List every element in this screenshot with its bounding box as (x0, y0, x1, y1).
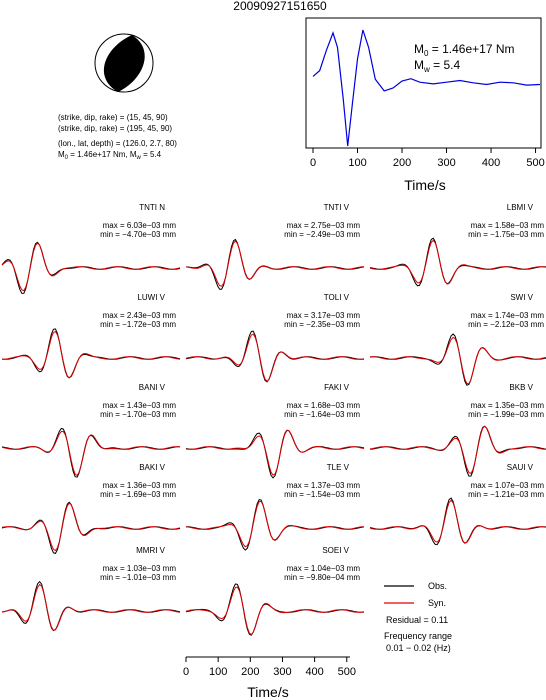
source-parameters (58, 113, 177, 161)
station-max: max = 1.04e−03 mm (286, 564, 360, 573)
stf-tick-label: 200 (392, 157, 412, 169)
bottom-tick-label: 200 (241, 666, 260, 678)
station-max: max = 2.75e−03 mm (286, 221, 360, 230)
residual-label: Residual = 0.11 (386, 615, 449, 625)
bottom-tick-label: 100 (208, 666, 228, 678)
station-max: max = 1.37e−03 mm (286, 481, 360, 490)
synthetic-trace (186, 587, 364, 635)
observed-trace (186, 500, 364, 550)
station-panel (2, 293, 180, 378)
station-min: min = −1.01e−03 mm (100, 573, 176, 582)
station-name: SAUI V (506, 463, 533, 472)
station-min: min = −1.75e−03 mm (468, 230, 544, 239)
station-panel (2, 463, 180, 554)
observed-trace (370, 238, 546, 286)
bottom-xlabel: Time/s (247, 684, 289, 700)
stf-tick-label: 300 (437, 157, 456, 169)
stf-tick-label: 0 (309, 157, 317, 169)
observed-trace (2, 242, 180, 293)
station-max: max = 6.03e−03 mm (102, 221, 176, 230)
station-name: FAKI V (324, 383, 349, 392)
station-panel (370, 463, 546, 545)
synthetic-trace (370, 500, 546, 543)
bottom-tick-label: 300 (273, 666, 292, 678)
station-min: min = −1.21e−03 mm (468, 490, 544, 499)
station-max: max = 1.03e−03 mm (102, 564, 176, 573)
station-max: max = 1.74e−03 mm (470, 311, 544, 320)
station-panel (2, 203, 180, 293)
station-name: SWI V (510, 293, 533, 302)
stf-xlabel: Time/s (404, 177, 446, 193)
observed-trace (2, 329, 180, 378)
legend-obs-label: Obs. (428, 581, 448, 591)
station-min: min = −1.64e−03 mm (284, 410, 360, 419)
legend (384, 581, 452, 653)
station-min: min = −9.80e−04 mm (284, 573, 360, 582)
station-panel (2, 546, 180, 631)
station-name: TNTI N (139, 203, 165, 212)
bottom-tick-label: 0 (182, 666, 190, 678)
station-max: max = 1.35e−03 mm (470, 401, 544, 410)
station-max: max = 1.43e−03 mm (102, 401, 176, 410)
station-name: SOEI V (322, 546, 349, 555)
station-max: max = 3.17e−03 mm (286, 311, 360, 320)
station-name: BANI V (138, 383, 165, 392)
frequency-range-title: Frequency range (384, 631, 453, 641)
station-name: TOLI V (323, 293, 349, 302)
station-min: min = −4.70e−03 mm (100, 230, 176, 239)
nodal-plane-2: (strike, dip, rake) = (195, 45, 90) (58, 124, 173, 133)
bottom-axis-ticks (183, 657, 356, 678)
stf-tick-label: 500 (526, 157, 545, 169)
station-min: min = −1.70e−03 mm (100, 410, 176, 419)
station-panel (186, 293, 364, 382)
synthetic-trace (370, 240, 546, 284)
station-name: BKB V (509, 383, 533, 392)
observed-trace (370, 334, 546, 385)
observed-trace (2, 582, 180, 631)
station-min: min = −1.54e−03 mm (284, 490, 360, 499)
synthetic-trace (2, 585, 180, 631)
station-min: min = −2.49e−03 mm (284, 230, 360, 239)
station-min: min = −1.72e−03 mm (100, 320, 176, 329)
station-name: MMRI V (136, 546, 165, 555)
synthetic-trace (186, 501, 364, 546)
station-min: min = −1.99e−03 mm (468, 410, 544, 419)
station-panel (370, 293, 546, 385)
station-max: max = 2.43e−03 mm (102, 311, 176, 320)
stf-mw-label: $M_w = 5.4$ (414, 58, 461, 74)
station-grid (2, 203, 546, 635)
station-max: max = 1.68e−03 mm (286, 401, 360, 410)
station-min: min = −2.12e−03 mm (468, 320, 544, 329)
synthetic-trace (2, 243, 180, 291)
figure-title: 20090927151650 (233, 0, 327, 13)
synthetic-trace (370, 337, 546, 383)
station-name: TLE V (326, 463, 349, 472)
station-max: max = 1.36e−03 mm (102, 481, 176, 490)
station-name: LUWI V (137, 293, 165, 302)
synthetic-trace (2, 332, 180, 378)
station-panel (370, 203, 546, 286)
observed-trace (186, 240, 364, 290)
station-panel (186, 546, 364, 635)
moment-summary: $M_0 = 1.46e+17$ Nm, $M_w = 5.4$ (58, 150, 162, 161)
frequency-range-value: 0.01 − 0.02 (Hz) (386, 643, 451, 653)
legend-syn-label: Syn. (428, 598, 447, 608)
station-min: min = −2.35e−03 mm (284, 320, 360, 329)
station-max: max = 1.07e−03 mm (470, 481, 544, 490)
station-name: BAKI V (139, 463, 165, 472)
station-min: min = −1.69e−03 mm (100, 490, 176, 499)
synthetic-trace (2, 503, 180, 550)
station-name: LBMI V (506, 203, 533, 212)
nodal-plane-1: (strike, dip, rake) = (15, 45, 90) (58, 113, 168, 122)
beachball (95, 34, 153, 92)
stf-tick-label: 400 (481, 157, 501, 169)
stf-tick-label: 100 (348, 157, 367, 169)
bottom-tick-label: 400 (305, 666, 324, 678)
hypocenter: (lon., lat, depth) = (126.0, 2.7, 80) (58, 139, 177, 148)
stf-panel (306, 18, 545, 193)
station-panel (186, 203, 364, 289)
synthetic-trace (186, 241, 364, 286)
bottom-axis (183, 657, 356, 700)
stf-x-axis (310, 148, 545, 169)
bottom-tick-label: 500 (337, 666, 356, 678)
station-name: TNTI V (323, 203, 349, 212)
station-max: max = 1.58e−03 mm (470, 221, 544, 230)
stf-m0-label: $M_0 = 1.46e+17$ Nm (414, 42, 515, 58)
